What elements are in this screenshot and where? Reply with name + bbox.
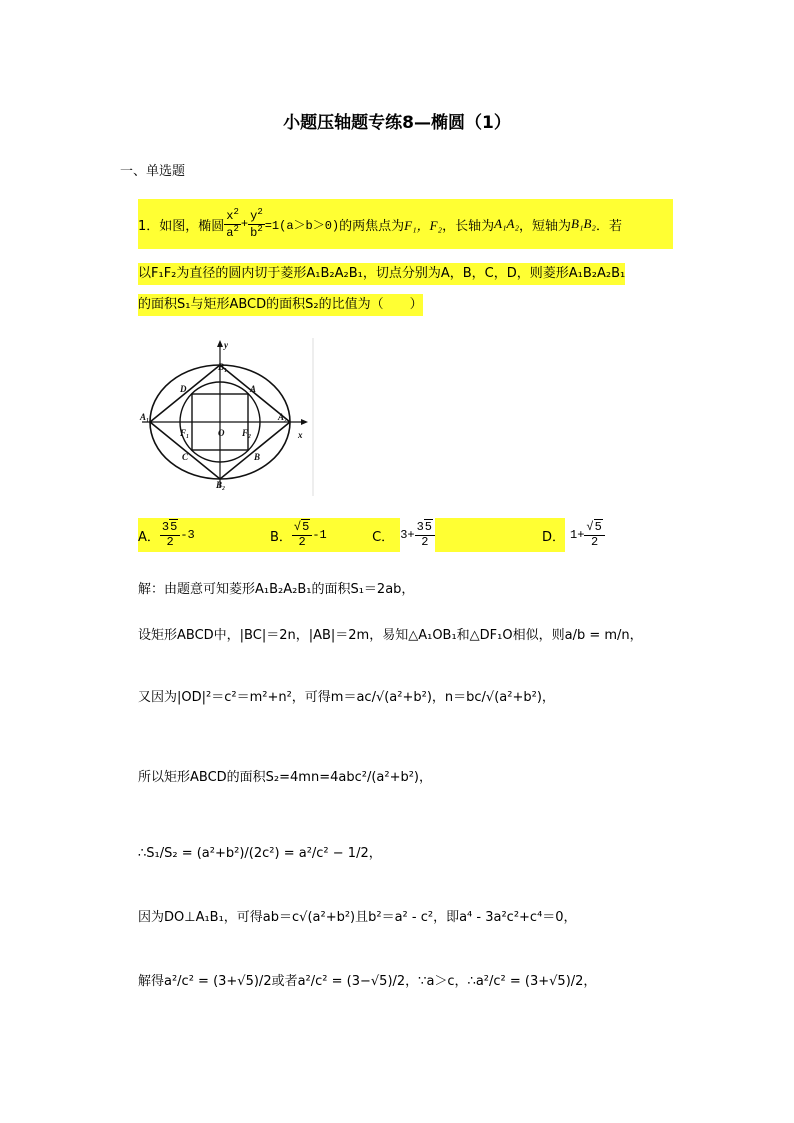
option-b-letter: B． xyxy=(270,529,292,545)
option-a[interactable]: A． $\frac{35}{2}$ -3 xyxy=(138,518,265,552)
label-c: C xyxy=(182,452,189,462)
label-d: D xyxy=(180,384,187,394)
question-text-a: 如图，椭圆 xyxy=(159,218,225,234)
page-title: 小题压轴题专练8—椭圆（1） xyxy=(283,113,511,133)
label-x: x xyxy=(298,430,303,440)
solution-line-3: 又因为|OD|²＝c²＝m²+n²，可得m＝ac/√(a²+b²)，n＝bc/√(a²+b²)， xyxy=(138,690,555,705)
ellipse-equation: $\frac{x^2}{a^2}$ + $\frac{y^2}{b^2}$ =1(a＞b＞0) xyxy=(226,207,340,240)
option-c[interactable]: C． 3+ $\frac{35}{2}$ xyxy=(340,518,490,552)
option-c-letter: C． xyxy=(372,529,395,545)
foci: F₁，F₂ xyxy=(404,217,443,233)
option-d-letter: D． xyxy=(541,529,565,545)
question-line-2: 以F₁F₂为直径的圆内切于菱形A₁B₂A₂B₁，切点分别为A，B，C，D，则菱形A₁B₂A₂B₁ xyxy=(138,263,625,285)
label-a2: A₂ xyxy=(278,412,288,422)
solution-line-7: 解得a²/c² = (3+√5)/2或者a²/c² = (3−√5)/2，∵a＞c，∴a²/c² = (3+√5)/2， xyxy=(138,974,597,989)
solution-line-2: 设矩形ABCD中，|BC|＝2n，|AB|＝2m，易知△A₁OB₁和△DF₁O相似，则a/b = m/n， xyxy=(138,628,643,643)
solution-line-1: 解：由题意可知菱形A₁B₂A₂B₁的面积S₁＝2ab， xyxy=(138,582,415,597)
ellipse-figure xyxy=(138,338,314,496)
question-line-3: 的面积S₁与矩形ABCD的面积S₂的比值为（ ） xyxy=(138,294,423,316)
solution-line-5: ∴S₁/S₂ = (a²+b²)/(2c²) = a²/c² − 1/2， xyxy=(138,846,382,861)
option-d-expression: 1+ $\frac{√5}{2}$ xyxy=(570,518,605,552)
label-a1: A₁ xyxy=(140,412,150,422)
label-b: B xyxy=(254,452,261,462)
question-text-d: ，短轴为 xyxy=(519,218,572,234)
solution-line-6: 因为DO⊥A₁B₁，可得ab＝c√(a²+b²)且b²＝a² - c²，即a⁴ - 3a²c²+c⁴＝0， xyxy=(138,910,577,925)
question-number: 1． xyxy=(138,218,160,234)
minor-axis: B₁B₂ xyxy=(571,216,596,231)
option-d[interactable] xyxy=(490,518,565,552)
option-b[interactable]: B． $\frac{√5}{2}$ -1 xyxy=(265,518,415,552)
question-text-c: ，长轴为 xyxy=(442,218,495,234)
section-heading: 一、单选题 xyxy=(120,164,186,179)
label-o: O xyxy=(218,428,225,438)
label-f1: F₁ xyxy=(180,428,190,438)
label-b1: B₁ xyxy=(218,362,228,372)
label-a: A xyxy=(250,384,257,394)
solution-line-4: 所以矩形ABCD的面积S₂=4mn=4abc²/(a²+b²)， xyxy=(138,770,432,785)
question-text-b: 的两焦点为 xyxy=(339,218,405,234)
question-text-e: ．若 xyxy=(595,218,622,234)
label-y: y xyxy=(224,340,228,350)
major-axis: A₁A₂ xyxy=(494,216,520,231)
label-f2: F₂ xyxy=(242,428,252,438)
option-a-letter: A． xyxy=(138,529,160,545)
label-b2: B₂ xyxy=(216,480,226,490)
question-line-1 xyxy=(138,199,673,249)
